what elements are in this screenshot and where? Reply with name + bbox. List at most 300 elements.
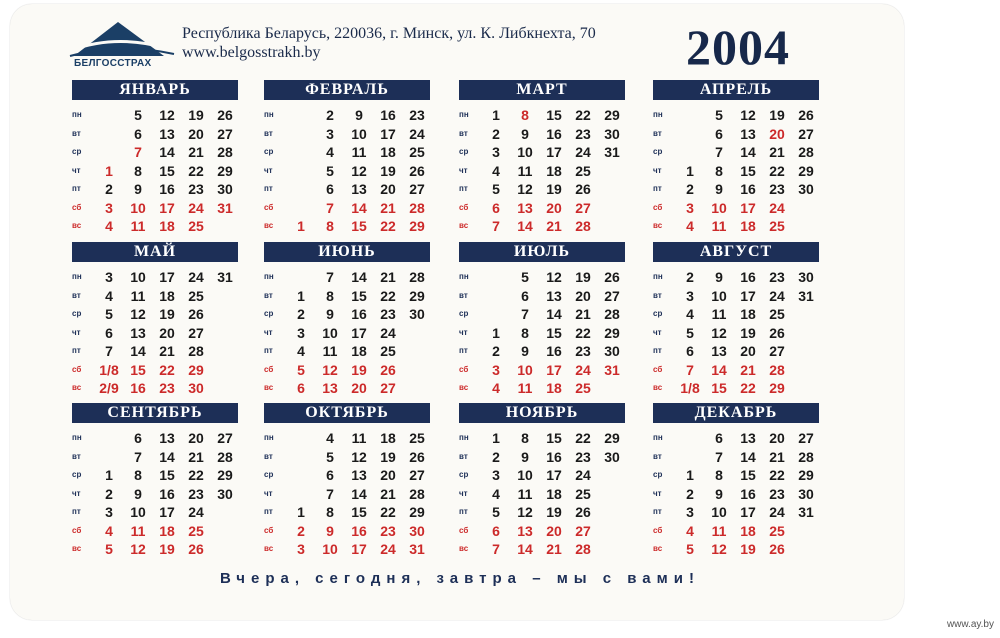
weekday-label: ср — [653, 147, 663, 156]
month-header: СЕНТЯБРЬ — [72, 403, 238, 423]
weekday-label: вт — [72, 128, 81, 138]
weekday-label: пн — [459, 433, 469, 442]
day-number: 21 — [769, 448, 785, 465]
day-number: 5 — [326, 162, 334, 179]
week-row — [264, 324, 430, 343]
day-number: 12 — [711, 541, 727, 557]
day-number: 30 — [409, 522, 425, 539]
day-number: 11 — [351, 430, 367, 446]
day-number: 30 — [188, 380, 204, 396]
week-row — [653, 429, 819, 448]
day-number: 1 — [492, 107, 500, 123]
month-block — [264, 242, 430, 398]
weekday-label: пн — [264, 272, 274, 281]
day-number: 28 — [769, 361, 785, 378]
day-number: 27 — [409, 467, 425, 483]
month-block — [72, 242, 238, 398]
watermark: www.ay.by — [946, 619, 994, 630]
week-row — [653, 217, 819, 236]
weekday-label: пн — [72, 110, 82, 119]
month-header: НОЯБРЬ — [459, 403, 625, 423]
day-number: 13 — [351, 467, 367, 483]
day-number: 21 — [740, 361, 756, 378]
weekday-label: сб — [72, 202, 82, 212]
day-number: 9 — [715, 485, 723, 502]
week-row — [459, 106, 625, 125]
day-number: 9 — [715, 181, 723, 197]
month-grid — [653, 429, 819, 559]
day-number: 16 — [546, 125, 562, 142]
week-row — [459, 125, 625, 144]
day-number: 1 — [492, 324, 500, 341]
day-number: 26 — [769, 541, 785, 557]
day-number: 16 — [546, 343, 562, 359]
week-row — [72, 106, 238, 125]
day-number: 11 — [130, 287, 146, 304]
week-row — [72, 287, 238, 306]
day-number: 19 — [380, 162, 396, 179]
day-number: 29 — [409, 218, 425, 234]
day-number: 13 — [159, 125, 175, 142]
day-number: 1/8 — [99, 361, 119, 378]
month-grid — [653, 268, 819, 398]
day-number: 28 — [604, 306, 620, 322]
day-number: 3 — [297, 541, 305, 557]
day-number: 2 — [492, 125, 500, 142]
day-number: 12 — [351, 162, 367, 179]
day-number: 7 — [326, 199, 334, 216]
day-number: 21 — [380, 199, 396, 216]
day-number: 24 — [188, 504, 204, 520]
day-number: 4 — [492, 485, 500, 502]
day-number: 17 — [351, 324, 367, 341]
day-number: 2/9 — [99, 380, 119, 396]
weekday-label: ср — [653, 470, 663, 479]
day-number: 2 — [686, 269, 694, 285]
weekday-label: вс — [264, 221, 274, 230]
week-row — [653, 143, 819, 162]
day-number: 25 — [769, 522, 785, 539]
day-number: 31 — [409, 541, 425, 557]
week-row — [72, 540, 238, 559]
day-number: 19 — [740, 541, 756, 557]
day-number: 14 — [351, 485, 367, 502]
day-number: 21 — [380, 269, 396, 285]
weekday-label: ср — [72, 470, 82, 479]
weekday-label: вс — [72, 383, 82, 392]
weekday-label: чт — [459, 165, 468, 175]
day-number: 12 — [130, 541, 146, 557]
day-number: 25 — [409, 144, 425, 160]
day-number: 5 — [105, 306, 113, 322]
day-number: 14 — [351, 269, 367, 285]
day-number: 19 — [159, 306, 175, 322]
day-number: 20 — [351, 380, 367, 396]
day-number: 6 — [492, 199, 500, 216]
week-row — [459, 466, 625, 485]
day-number: 3 — [105, 504, 113, 520]
week-row — [72, 522, 238, 541]
weekday-label: сб — [264, 364, 274, 374]
day-number: 12 — [322, 361, 338, 378]
day-number: 6 — [521, 287, 529, 304]
day-number: 28 — [409, 269, 425, 285]
day-number: 22 — [575, 107, 591, 123]
day-number: 17 — [546, 467, 562, 483]
week-row — [459, 342, 625, 361]
day-number: 16 — [351, 306, 367, 322]
month-header: АПРЕЛЬ — [653, 80, 819, 100]
day-number: 28 — [575, 218, 591, 234]
weekday-label: чт — [264, 165, 273, 175]
week-row — [653, 485, 819, 504]
day-number: 23 — [575, 125, 591, 142]
month-block — [264, 80, 430, 236]
day-number: 1 — [105, 162, 113, 179]
week-row — [459, 305, 625, 324]
day-number: 25 — [575, 380, 591, 396]
day-number: 18 — [740, 522, 756, 539]
day-number: 30 — [604, 125, 620, 142]
day-number: 20 — [380, 181, 396, 197]
month-block — [653, 80, 819, 236]
month-grid — [653, 106, 819, 236]
weekday-label: вт — [459, 451, 468, 461]
day-number: 5 — [297, 361, 305, 378]
day-number: 15 — [159, 162, 175, 179]
weekday-label: вт — [653, 451, 662, 461]
day-number: 31 — [798, 287, 814, 304]
day-number: 1 — [686, 162, 694, 179]
month-block — [459, 80, 625, 236]
month-block — [653, 242, 819, 398]
day-number: 19 — [546, 181, 562, 197]
week-row — [72, 268, 238, 287]
day-number: 19 — [575, 269, 591, 285]
day-number: 22 — [159, 361, 175, 378]
day-number: 30 — [798, 269, 814, 285]
day-number: 19 — [740, 324, 756, 341]
week-row — [459, 503, 625, 522]
day-number: 27 — [409, 181, 425, 197]
week-row — [72, 324, 238, 343]
day-number: 22 — [575, 430, 591, 446]
weekday-label: пт — [459, 507, 468, 516]
day-number: 17 — [740, 199, 756, 216]
weekday-label: вт — [653, 128, 662, 138]
day-number: 31 — [604, 361, 620, 378]
day-number: 26 — [769, 324, 785, 341]
weekday-label: чт — [653, 488, 662, 498]
day-number: 26 — [575, 181, 591, 197]
day-number: 26 — [188, 541, 204, 557]
weekday-label: вс — [264, 544, 274, 553]
day-number: 15 — [351, 218, 367, 234]
day-number: 3 — [492, 467, 500, 483]
day-number: 6 — [715, 125, 723, 142]
day-number: 6 — [297, 380, 305, 396]
weekday-label: пт — [653, 507, 662, 516]
day-number: 15 — [159, 467, 175, 483]
day-number: 3 — [686, 199, 694, 216]
day-number: 30 — [604, 343, 620, 359]
day-number: 5 — [715, 107, 723, 123]
day-number: 4 — [492, 380, 500, 396]
day-number: 27 — [217, 430, 233, 446]
day-number: 14 — [740, 448, 756, 465]
week-row — [459, 485, 625, 504]
week-row — [72, 125, 238, 144]
day-number: 31 — [217, 269, 233, 285]
month-grid — [459, 268, 625, 398]
day-number: 11 — [711, 306, 727, 322]
day-number: 16 — [740, 485, 756, 502]
day-number: 7 — [492, 218, 500, 234]
day-number: 10 — [711, 287, 727, 304]
weekday-label: чт — [72, 488, 81, 498]
day-number: 21 — [159, 343, 175, 359]
day-number: 10 — [517, 361, 533, 378]
day-number: 11 — [517, 485, 533, 502]
day-number: 8 — [326, 504, 334, 520]
week-row — [72, 466, 238, 485]
week-row — [72, 162, 238, 181]
day-number: 18 — [740, 306, 756, 322]
day-number: 11 — [351, 144, 367, 160]
week-row — [264, 342, 430, 361]
day-number: 14 — [517, 541, 533, 557]
day-number: 19 — [546, 504, 562, 520]
day-number: 6 — [492, 522, 500, 539]
day-number: 2 — [105, 181, 113, 197]
day-number: 20 — [546, 199, 562, 216]
day-number: 4 — [686, 218, 694, 234]
weekday-label: вт — [459, 128, 468, 138]
day-number: 23 — [575, 343, 591, 359]
week-row — [72, 217, 238, 236]
day-number: 13 — [517, 522, 533, 539]
month-header: ДЕКАБРЬ — [653, 403, 819, 423]
day-number: 24 — [575, 467, 591, 483]
day-number: 5 — [492, 504, 500, 520]
week-row — [264, 305, 430, 324]
weekday-label: вс — [653, 383, 663, 392]
week-row — [264, 268, 430, 287]
day-number: 17 — [546, 144, 562, 160]
day-number: 5 — [326, 448, 334, 465]
day-number: 22 — [769, 467, 785, 483]
day-number: 26 — [188, 306, 204, 322]
day-number: 9 — [521, 448, 529, 465]
day-number: 18 — [740, 218, 756, 234]
weekday-label: вс — [459, 544, 469, 553]
day-number: 23 — [380, 306, 396, 322]
day-number: 2 — [297, 522, 305, 539]
day-number: 16 — [740, 269, 756, 285]
day-number: 29 — [217, 467, 233, 483]
weekday-label: сб — [72, 525, 82, 535]
address-line: Республика Беларусь, 220036, г. Минск, ул. К. Либкнехта, 70 — [182, 25, 596, 42]
week-row — [264, 143, 430, 162]
day-number: 25 — [769, 306, 785, 322]
day-number: 27 — [188, 324, 204, 341]
week-row — [653, 361, 819, 380]
weekday-label: вс — [459, 221, 469, 230]
weekday-label: пн — [653, 110, 663, 119]
weekday-label: пн — [459, 110, 469, 119]
day-number: 9 — [521, 125, 529, 142]
day-number: 6 — [134, 125, 142, 142]
day-number: 13 — [517, 199, 533, 216]
weekday-label: ср — [459, 309, 469, 318]
day-number: 30 — [798, 181, 814, 197]
day-number: 7 — [134, 144, 142, 160]
day-number: 24 — [769, 199, 785, 216]
weekday-label: пт — [72, 184, 81, 193]
day-number: 26 — [217, 107, 233, 123]
day-number: 1 — [105, 467, 113, 483]
day-number: 22 — [380, 218, 396, 234]
day-number: 15 — [546, 324, 562, 341]
month-header: ИЮЛЬ — [459, 242, 625, 262]
week-row — [264, 485, 430, 504]
day-number: 4 — [326, 430, 334, 446]
day-number: 18 — [159, 218, 175, 234]
weekday-label: пт — [264, 184, 273, 193]
week-row — [264, 540, 430, 559]
day-number: 17 — [159, 269, 175, 285]
weekday-label: вс — [72, 221, 82, 230]
week-row — [653, 522, 819, 541]
week-row — [72, 429, 238, 448]
week-row — [72, 448, 238, 467]
day-number: 9 — [521, 343, 529, 359]
weekday-label: чт — [264, 327, 273, 337]
calendar-card — [10, 4, 904, 620]
logo-text: БЕЛГОССТРАХ — [74, 58, 152, 69]
day-number: 2 — [686, 485, 694, 502]
week-row — [653, 125, 819, 144]
week-row — [459, 162, 625, 181]
day-number: 3 — [492, 361, 500, 378]
day-number: 15 — [740, 162, 756, 179]
day-number: 5 — [492, 181, 500, 197]
day-number: 3 — [297, 324, 305, 341]
day-number: 10 — [322, 541, 338, 557]
month-grid — [264, 429, 430, 559]
weekday-label: вс — [653, 544, 663, 553]
week-row — [264, 503, 430, 522]
day-number: 23 — [575, 448, 591, 465]
weekday-label: чт — [72, 165, 81, 175]
day-number: 24 — [409, 125, 425, 142]
weekday-label: пн — [72, 272, 82, 281]
day-number: 9 — [326, 306, 334, 322]
weekday-label: сб — [264, 525, 274, 535]
day-number: 29 — [798, 162, 814, 179]
weekday-label: вс — [72, 544, 82, 553]
day-number: 17 — [380, 125, 396, 142]
week-row — [459, 324, 625, 343]
week-row — [653, 305, 819, 324]
day-number: 27 — [769, 343, 785, 359]
day-number: 4 — [492, 162, 500, 179]
weekday-label: вт — [653, 290, 662, 300]
week-row — [459, 268, 625, 287]
weekday-label: пт — [72, 507, 81, 516]
day-number: 14 — [159, 144, 175, 160]
day-number: 18 — [380, 430, 396, 446]
week-row — [72, 199, 238, 218]
day-number: 30 — [217, 181, 233, 197]
weekday-label: сб — [264, 202, 274, 212]
day-number: 4 — [326, 144, 334, 160]
week-row — [653, 448, 819, 467]
day-number: 17 — [740, 504, 756, 520]
day-number: 25 — [575, 485, 591, 502]
day-number: 15 — [711, 380, 727, 396]
weekday-label: пн — [72, 433, 82, 442]
day-number: 15 — [351, 504, 367, 520]
week-row — [264, 361, 430, 380]
day-number: 29 — [769, 380, 785, 396]
day-number: 8 — [715, 467, 723, 483]
day-number: 7 — [326, 269, 334, 285]
week-row — [72, 180, 238, 199]
weekday-label: ср — [72, 309, 82, 318]
day-number: 2 — [492, 343, 500, 359]
day-number: 11 — [130, 218, 146, 234]
day-number: 16 — [380, 107, 396, 123]
week-row — [264, 448, 430, 467]
day-number: 12 — [159, 107, 175, 123]
week-row — [653, 287, 819, 306]
day-number: 2 — [492, 448, 500, 465]
weekday-label: вс — [264, 383, 274, 392]
week-row — [264, 466, 430, 485]
day-number: 27 — [575, 522, 591, 539]
day-number: 20 — [740, 343, 756, 359]
day-number: 31 — [217, 199, 233, 216]
week-row — [459, 448, 625, 467]
day-number: 20 — [769, 125, 785, 142]
month-block — [72, 80, 238, 236]
day-number: 10 — [130, 199, 146, 216]
day-number: 20 — [188, 125, 204, 142]
day-number: 25 — [380, 343, 396, 359]
day-number: 13 — [130, 324, 146, 341]
day-number: 19 — [380, 448, 396, 465]
week-row — [459, 199, 625, 218]
day-number: 1 — [297, 218, 305, 234]
day-number: 26 — [409, 162, 425, 179]
day-number: 6 — [326, 181, 334, 197]
day-number: 28 — [798, 144, 814, 160]
day-number: 9 — [134, 485, 142, 502]
week-row — [653, 540, 819, 559]
week-row — [653, 466, 819, 485]
day-number: 4 — [686, 306, 694, 322]
day-number: 17 — [159, 199, 175, 216]
day-number: 6 — [105, 324, 113, 341]
day-number: 7 — [686, 361, 694, 378]
day-number: 15 — [130, 361, 146, 378]
day-number: 15 — [740, 467, 756, 483]
day-number: 26 — [798, 107, 814, 123]
day-number: 14 — [546, 306, 562, 322]
day-number: 28 — [798, 448, 814, 465]
week-row — [72, 361, 238, 380]
